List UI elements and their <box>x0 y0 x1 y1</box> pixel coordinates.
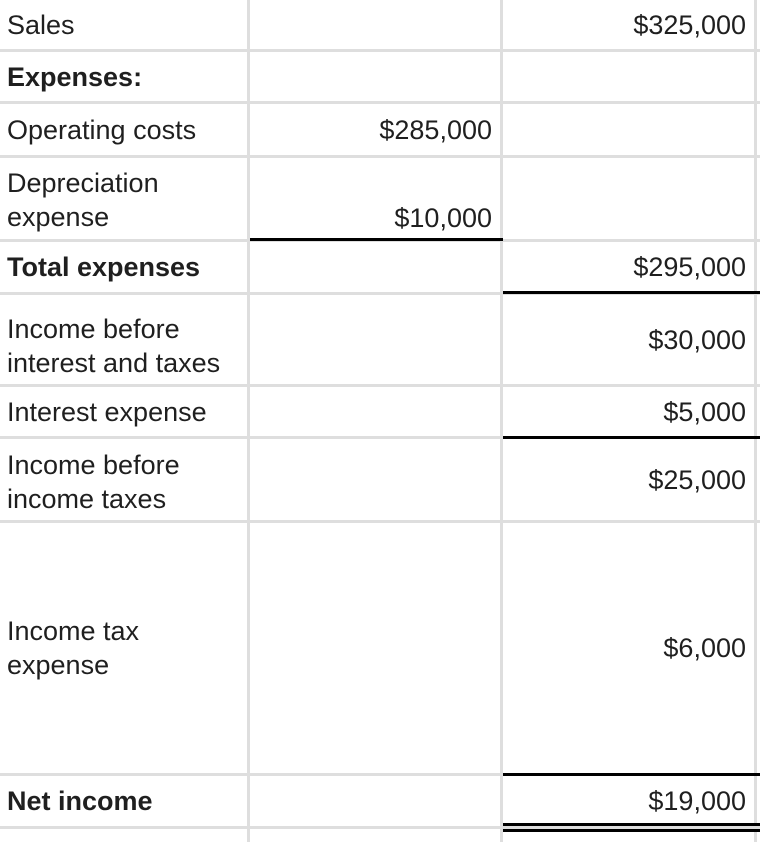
amount-cell-col3[interactable] <box>503 104 757 155</box>
row-expenses-header <box>0 52 760 104</box>
amount-cell-col2[interactable] <box>250 242 503 292</box>
row-income-tax-expense <box>0 523 760 776</box>
total-expenses-label: Total expenses <box>7 252 201 282</box>
operating-costs-amount: $285,000 <box>379 114 492 145</box>
ebt-label-line1: Income before <box>7 450 180 480</box>
interest-expense-amount: $5,000 <box>663 396 746 427</box>
amount-cell-col2[interactable] <box>250 295 503 384</box>
row-interest-expense <box>0 387 760 439</box>
label-cell[interactable] <box>0 242 250 292</box>
net-income-amount: $19,000 <box>648 786 746 816</box>
amount-cell-col3[interactable] <box>503 0 757 49</box>
sales-amount: $325,000 <box>633 9 746 40</box>
subtotal-underline-col3-total-expenses <box>503 291 760 294</box>
amount-cell-col3[interactable] <box>503 242 757 292</box>
subtotal-underline-col2 <box>250 238 503 241</box>
amount-cell-col2[interactable] <box>250 0 503 49</box>
total-expenses-amount: $295,000 <box>633 252 746 282</box>
amount-cell-col3[interactable] <box>503 776 757 826</box>
amount-cell-col2[interactable] <box>250 776 503 826</box>
label-cell[interactable] <box>0 104 250 155</box>
row-depreciation-expense <box>0 158 760 242</box>
label-cell[interactable] <box>0 52 250 101</box>
net-income-label: Net income <box>7 786 153 816</box>
row-income-before-income-taxes <box>0 439 760 523</box>
empty-cell[interactable] <box>0 829 250 842</box>
label-cell[interactable] <box>0 0 250 49</box>
label-cell[interactable] <box>0 439 250 520</box>
amount-cell-col2[interactable] <box>250 523 503 773</box>
amount-cell-col3[interactable] <box>503 387 757 436</box>
double-underline-top <box>503 823 760 826</box>
interest-expense-label: Interest expense <box>7 396 207 427</box>
ebt-label-line2: income taxes <box>7 484 167 514</box>
income-tax-label-line1: Income tax <box>7 616 140 646</box>
net-income-top-rule <box>503 773 760 776</box>
amount-cell-col3[interactable] <box>503 52 757 101</box>
subtotal-underline-col3-interest <box>503 436 760 439</box>
ebit-amount: $30,000 <box>648 324 746 355</box>
row-total-expenses <box>0 242 760 295</box>
amount-cell-col2[interactable] <box>250 439 503 520</box>
amount-cell-col3[interactable] <box>503 295 757 384</box>
label-cell[interactable] <box>0 158 250 239</box>
ebt-amount: $25,000 <box>648 464 746 495</box>
ebit-label-line2: interest and taxes <box>7 348 221 378</box>
amount-cell-col2[interactable] <box>250 158 503 239</box>
row-sales <box>0 0 760 52</box>
double-underline-bottom <box>503 829 760 832</box>
income-tax-amount: $6,000 <box>663 633 746 663</box>
amount-cell-col2[interactable] <box>250 52 503 101</box>
amount-cell-col3[interactable] <box>503 523 757 773</box>
operating-costs-label: Operating costs <box>7 114 197 145</box>
amount-cell-col2[interactable] <box>250 387 503 436</box>
amount-cell-col2[interactable] <box>250 104 503 155</box>
depreciation-label-line1: Depreciation <box>7 168 159 198</box>
empty-cell[interactable] <box>250 829 503 842</box>
row-operating-costs <box>0 104 760 158</box>
ebit-label-line1: Income before <box>7 314 180 344</box>
depreciation-amount: $10,000 <box>394 203 492 233</box>
row-net-income <box>0 776 760 829</box>
label-cell[interactable] <box>0 523 250 773</box>
amount-cell-col3[interactable] <box>503 439 757 520</box>
expenses-header-label: Expenses: <box>7 61 143 92</box>
income-tax-label-line2: expense <box>7 650 110 680</box>
row-income-before-interest-and-taxes <box>0 295 760 387</box>
label-cell[interactable] <box>0 387 250 436</box>
depreciation-label-line2: expense <box>7 202 110 232</box>
amount-cell-col3[interactable] <box>503 158 757 239</box>
sales-label: Sales <box>7 9 75 40</box>
label-cell[interactable] <box>0 776 250 826</box>
label-cell[interactable] <box>0 295 250 384</box>
